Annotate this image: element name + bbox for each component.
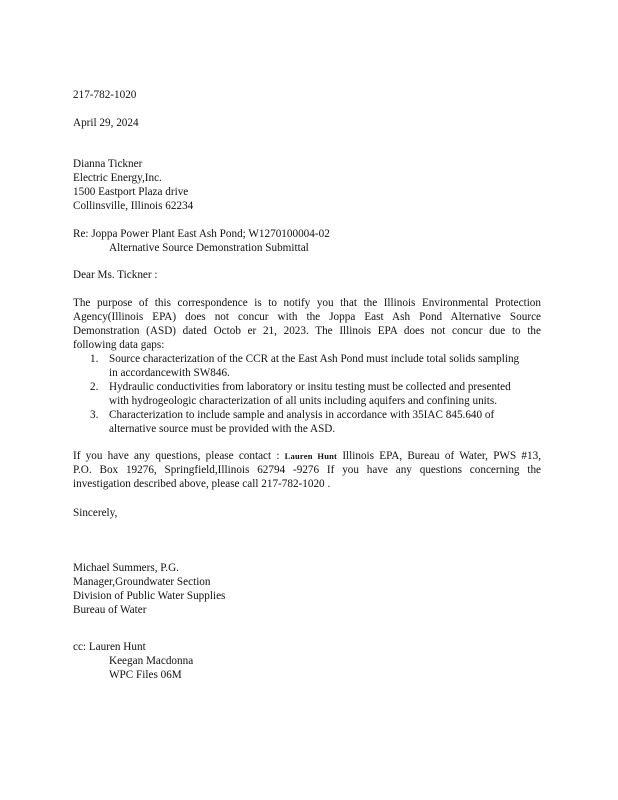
- subject-line-1: Re: Joppa Power Plant East Ash Pond; W1270100004-02: [73, 228, 330, 240]
- intro-paragraph: [73, 296, 543, 352]
- closing: Sincerely,: [73, 507, 118, 519]
- subject-line: [73, 227, 543, 255]
- list-item-line: alternative source must be provided with the ASD.: [109, 423, 336, 435]
- questions-line-1-end: Illinois EPA, Bureau of Water, PWS #13,: [342, 450, 541, 462]
- list-item-number: 2.: [90, 381, 99, 393]
- signature-block: [73, 561, 543, 617]
- cc-block: [73, 640, 543, 682]
- recipient-city: Collinsville, Illinois 62234: [73, 200, 194, 212]
- signer-name: Michael Summers, P.G.: [73, 562, 179, 574]
- signer-title: Manager,Groundwater Section: [73, 576, 211, 588]
- list-item-line: Source characterization of the CCR at the East Ash Pond must include total solids sampling: [109, 353, 520, 365]
- questions-line-2: P.O. Box 19276, Springfield,Illinois 62794 -9276 If you have any questions concerning the: [73, 464, 541, 476]
- recipient-company: Electric Energy,Inc.: [73, 172, 162, 184]
- salutation: Dear Ms. Tickner :: [73, 269, 158, 281]
- questions-line-1-start: If you have any questions, please contact :: [73, 450, 280, 462]
- signer-division: Division of Public Water Supplies: [73, 590, 226, 602]
- list-item: [73, 380, 543, 408]
- list-item-number: 3.: [90, 409, 99, 421]
- recipient-name: Dianna Tickner: [73, 158, 143, 170]
- list-item-line: in accordancewith SW846.: [109, 367, 230, 379]
- list-item-number: 1.: [90, 353, 99, 365]
- list-item-line: Characterization to include sample and analysis in accordance with 35IAC 845.640 of: [109, 409, 495, 421]
- intro-line-2: Agency(Illinois EPA) does not concur with the Joppa East Ash Pond Alternative Source: [73, 311, 541, 323]
- questions-paragraph: [73, 449, 543, 491]
- cc-line: Keegan Macdonna: [109, 655, 194, 667]
- questions-line-1: [73, 449, 541, 463]
- recipient-address: [73, 157, 543, 213]
- intro-line-1: The purpose of this correspondence is to notify you that the Illinois Environmental Protection: [73, 297, 541, 309]
- data-gaps-list: [73, 352, 543, 436]
- questions-line-3: investigation described above, please call 217-782-1020 .: [73, 478, 331, 490]
- list-item-line: Hydraulic conductivities from laboratory or insitu testing must be collected and presented: [109, 381, 511, 393]
- subject-line-2: Alternative Source Demonstration Submittal: [109, 242, 309, 254]
- letter-date: April 29, 2024: [73, 117, 139, 129]
- contact-name: Lauren Hunt: [284, 451, 338, 461]
- list-item-line: with hydrogeologic characterization of all units including aquifers and confining units.: [109, 395, 498, 407]
- list-item: [73, 352, 543, 380]
- signer-bureau: Bureau of Water: [73, 604, 147, 616]
- cc-line: WPC Files 06M: [109, 669, 182, 681]
- intro-line-4: following data gaps:: [73, 339, 165, 351]
- cc-line: cc: Lauren Hunt: [73, 641, 146, 653]
- list-item: [73, 408, 543, 436]
- intro-line-3: Demonstration (ASD) dated Octob er 21, 2023. The Illinois EPA does not concur due to the: [73, 325, 541, 337]
- recipient-street: 1500 Eastport Plaza drive: [73, 186, 189, 198]
- phone-header: 217-782-1020: [73, 89, 137, 101]
